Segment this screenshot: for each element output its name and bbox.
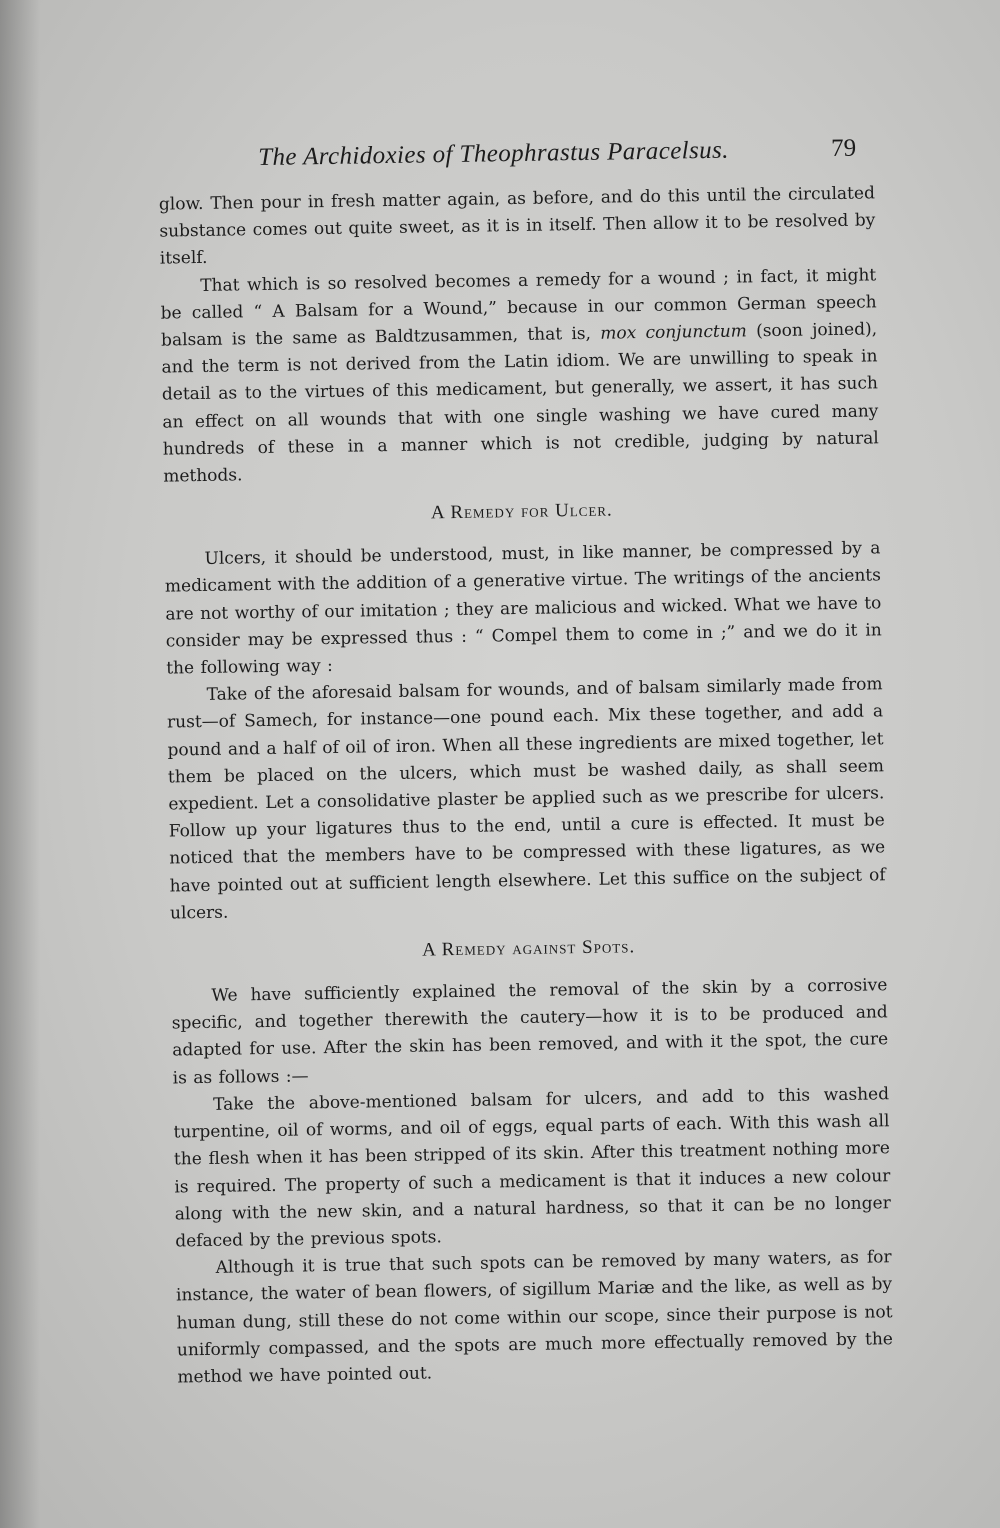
paragraph-spots: We have sufficiently explained the removal of the skin by a corrosive specific, and together therewith the cautery—how it is to be produced and adapted for use. After the skin has been removed, and with it the spot, the cure is as follows :—	[171, 975, 889, 1089]
paragraph-spots-recipe: Take the above-mentioned balsam for ulcers, and add to this washed turpentine, oil of worms, and oil of eggs, equal parts of each. With this wash all the flesh when it has been stripped of its skin. After this treatment nothing more is required. The property of such a medicament is that it induces a new colour along with the new skin, and a natural hardness, so that it can be no longer defaced by the previous spots.	[173, 1084, 891, 1252]
paragraph-ulcers: Ulcers, it should be understood, must, in like manner, be compressed by a medicament with the addition of a generative virtue. The writings of the ancients are not worthy of our imitation ; they are malicious and wicked. What we have to consider may be expressed thus : “ Compel them to come in ;” and we do it in the following way :	[164, 538, 882, 679]
paragraph-balsam	[160, 262, 879, 491]
page-edge-shadow	[0, 0, 40, 1528]
section-heading-spots: A Remedy against Spots.	[422, 936, 636, 961]
paragraph-continued: glow. Then pour in fresh matter again, as before, and do this until the circulated substance comes out quite sweet, as it is in itself. Then allow it to be resolved by itself.	[158, 183, 876, 270]
text-block	[158, 134, 893, 1391]
paragraph-ulcer-recipe: Take of the aforesaid balsam for wounds, and of balsam similarly made from rust—of Samech, for instance—one pound each. Mix these together, and add a pound and a half of oil of iron. When all these ingredients are mixed together, let them be placed on the ulcers, which must be washed daily, as shall seem expedient. Let a consolidative plaster be applied such as we prescribe for ulcers. Follow up your ligatures thus to the end, until a cure is effected. It must be noticed that the members have to be compressed with these ligatures, as we have pointed out at sufficient length elsewhere. Let this suffice on the subject of ulcers.	[166, 674, 886, 924]
section-heading-ulcer: A Remedy for Ulcer.	[430, 499, 613, 524]
running-title: The Archidoxies of Theophrastus Paracelsus.	[258, 136, 730, 172]
paragraph-spots-waters: Although it is true that such spots can be removed by many waters, as for instance, the water of bean flowers, of sigillum Mariæ and the like, as well as by human dung, still these do not come within our scope, since their purpose is not uniformly compassed, and the spots are much more effectually removed by the method we have pointed out.	[175, 1247, 894, 1388]
latin-phrase: mox conjunctum	[600, 321, 747, 344]
paragraph-balsam-text-a: That which is so resolved becomes a remedy for a wound ; in fact, it might be called “ A Balsam for a Wound,” because in our common German speech balsam is the same as Baldtzusammen, that is,	[160, 264, 877, 351]
running-head	[158, 134, 875, 185]
page-number: 79	[830, 134, 857, 163]
paragraph-balsam-text-b: (soon joined), and the term is not derived from the Latin idiom. We are unwilling to speak in detail as to the virtues of this medicament, but generally, we assert, it has such an effect on all wounds that with one single washing we have cured many hundreds of these in a manner which is not credible, judging by natural methods.	[161, 319, 879, 487]
